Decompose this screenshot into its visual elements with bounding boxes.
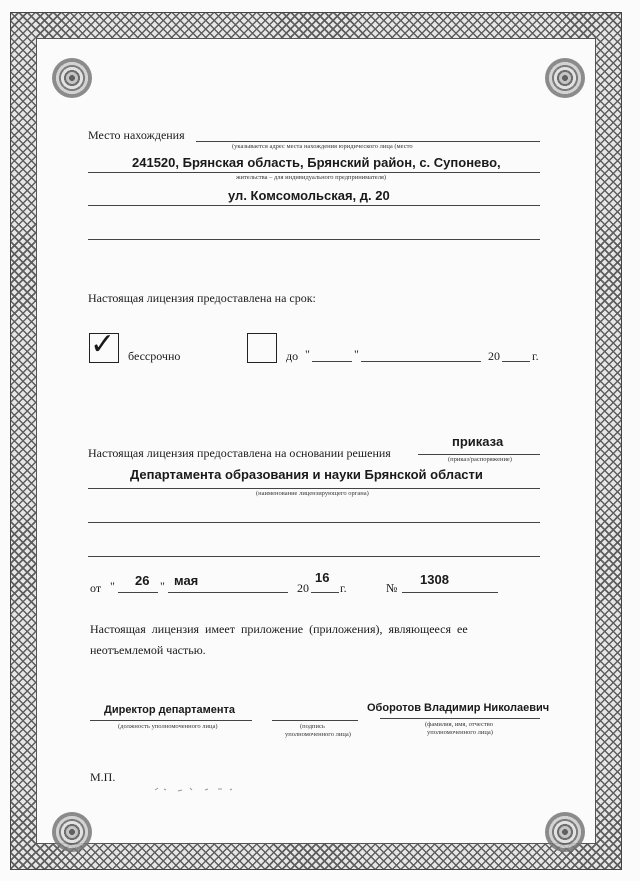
- corner-rosette-icon: [52, 58, 92, 98]
- blank-line-1: [88, 522, 540, 523]
- until-day-line: [312, 361, 352, 362]
- location-line-4: [88, 239, 540, 240]
- decision-type-hint: (приказ/распоряжение): [448, 456, 512, 463]
- checkmark-icon: ✓: [90, 327, 116, 362]
- date-year-suffix: г.: [340, 581, 347, 595]
- date-year-prefix: 20: [297, 581, 309, 595]
- option-until-prefix: до: [286, 349, 299, 363]
- signatory-position-line: [90, 720, 252, 721]
- date-day-line: [118, 592, 158, 593]
- license-number-line: [402, 592, 498, 593]
- stamp-label: М.П.: [90, 770, 116, 784]
- until-checkbox: [247, 333, 277, 363]
- number-sign: №: [386, 581, 398, 595]
- date-year-line: [311, 592, 339, 593]
- blank-line-2: [88, 556, 540, 557]
- decision-type-line: [418, 454, 540, 455]
- authority-hint: (наименование лицензирующего органа): [256, 490, 369, 497]
- location-value-2: ул. Комсомольская, д. 20: [228, 188, 390, 203]
- location-label: Место нахождения: [88, 128, 185, 142]
- date-year: 16: [315, 570, 330, 585]
- date-prefix: от: [90, 581, 102, 595]
- faint-stamp-marks: [150, 782, 240, 796]
- until-quote-close: ": [354, 347, 359, 361]
- date-quote-open: ": [110, 579, 115, 593]
- until-year-line: [502, 361, 530, 362]
- location-hint-2: жительства – для индивидуального предпринимателя): [236, 174, 387, 181]
- until-year-suffix: г.: [532, 349, 539, 363]
- date-day: 26: [135, 573, 150, 588]
- location-value-1: 241520, Брянская область, Брянский район, с. Супонево,: [132, 155, 501, 170]
- location-line-3: [88, 205, 540, 206]
- license-number: 1308: [420, 572, 449, 587]
- appendix-line-1: Настоящая лицензия имеет приложение (приложения), являющееся ее: [90, 622, 468, 636]
- decision-type: приказа: [452, 434, 504, 449]
- location-line-1: [196, 141, 540, 142]
- signatory-name-hint-1: (фамилия, имя, отчество: [425, 721, 493, 728]
- location-line-2: [88, 172, 540, 173]
- signature-hint-1: (подпись: [300, 723, 325, 730]
- signatory-position: Директор департамента: [104, 704, 236, 716]
- date-quote-close: ": [160, 579, 165, 593]
- date-month: мая: [174, 573, 199, 588]
- signatory-name: Оборотов Владимир Николаевич: [367, 702, 550, 714]
- signature-hint-2: уполномоченного лица): [285, 731, 351, 738]
- signatory-position-hint: (должность уполномоченного лица): [118, 723, 218, 730]
- signature-line: [272, 720, 358, 721]
- basis-label: Настоящая лицензия предоставлена на основании решения: [88, 446, 391, 460]
- signatory-name-line: [380, 718, 540, 719]
- date-month-line: [168, 592, 288, 593]
- authority-line: [88, 488, 540, 489]
- until-month-line: [361, 361, 481, 362]
- signatory-name-hint-2: уполномоченного лица): [427, 729, 493, 736]
- corner-rosette-icon: [52, 812, 92, 852]
- until-year-prefix: 20: [488, 349, 500, 363]
- term-label: Настоящая лицензия предоставлена на срок:: [88, 291, 316, 305]
- corner-rosette-icon: [545, 812, 585, 852]
- authority-name: Департамента образования и науки Брянской области: [130, 467, 483, 482]
- corner-rosette-icon: [545, 58, 585, 98]
- location-hint-1: (указывается адрес места нахождения юридического лица (место: [232, 143, 413, 150]
- appendix-line-2: неотъемлемой частью.: [90, 643, 206, 657]
- option-unlimited: бессрочно: [128, 349, 181, 363]
- until-quote-open: ": [305, 347, 310, 361]
